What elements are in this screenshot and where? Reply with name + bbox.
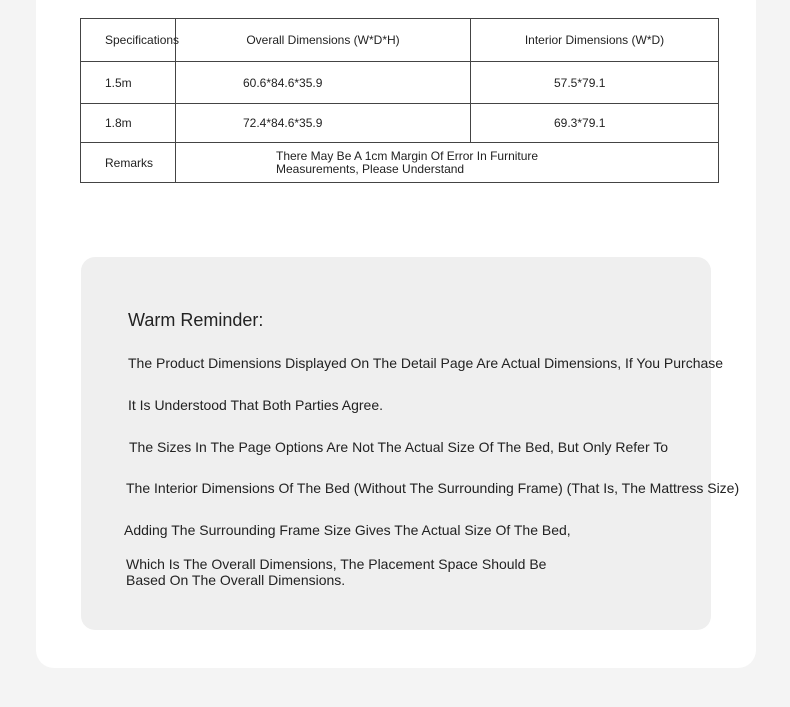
header-overall-dimensions: Overall Dimensions (W*D*H) <box>176 19 471 62</box>
remarks-line: Measurements, Please Understand <box>276 161 465 176</box>
reminder-line: Adding The Surrounding Frame Size Gives The Actual Size Of The Bed, <box>124 522 571 538</box>
remarks-text <box>176 143 719 183</box>
header-specifications: Specifications <box>81 19 176 62</box>
header-interior-dimensions: Interior Dimensions (W*D) <box>471 19 719 62</box>
row-size: 1.8m <box>81 104 176 143</box>
reminder-line: It Is Understood That Both Parties Agree. <box>128 397 383 413</box>
row-overall-dimensions: 72.4*84.6*35.9 <box>176 104 471 143</box>
remarks-line: There May Be A 1cm Margin Of Error In Furniture <box>276 148 539 163</box>
reminder-title: Warm Reminder: <box>128 310 264 330</box>
reminder-line: The Interior Dimensions Of The Bed (Without The Surrounding Frame) (That Is, The Mattress Size) <box>126 480 740 496</box>
remarks-label: Remarks <box>81 143 176 183</box>
specifications-table <box>80 18 719 183</box>
reminder-line: Based On The Overall Dimensions. <box>126 572 346 588</box>
remarks-row <box>81 143 719 183</box>
reminder-line: Which Is The Overall Dimensions, The Placement Space Should Be <box>126 556 547 572</box>
row-interior-dimensions: 57.5*79.1 <box>471 62 719 104</box>
table-row <box>81 104 719 143</box>
reminder-line: The Sizes In The Page Options Are Not The Actual Size Of The Bed, But Only Refer To <box>129 439 669 455</box>
row-size: 1.5m <box>81 62 176 104</box>
table-row <box>81 62 719 104</box>
row-overall-dimensions: 60.6*84.6*35.9 <box>176 62 471 104</box>
row-interior-dimensions: 69.3*79.1 <box>471 104 719 143</box>
reminder-line: The Product Dimensions Displayed On The Detail Page Are Actual Dimensions, If You Purchase <box>128 355 724 371</box>
table-header-row <box>81 19 719 62</box>
